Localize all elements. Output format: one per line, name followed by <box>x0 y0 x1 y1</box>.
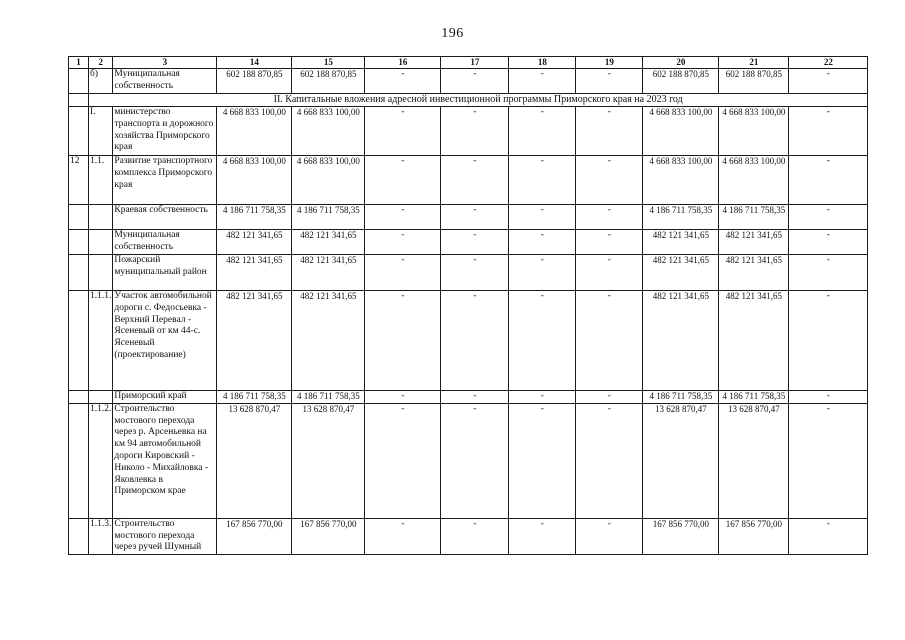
table-row <box>69 156 868 205</box>
empty-value-cell: - <box>441 403 509 518</box>
column-header: 3 <box>113 57 217 69</box>
amount-cell: 602 188 870,85 <box>217 69 292 94</box>
table-row <box>69 518 868 554</box>
amount-cell: 4 186 711 758,35 <box>643 205 719 230</box>
empty-value-cell: - <box>576 205 643 230</box>
empty-value-cell: - <box>576 69 643 94</box>
row-number-cell <box>69 391 89 404</box>
empty-value-cell: - <box>365 205 441 230</box>
table-row <box>69 107 868 156</box>
empty-value-cell: - <box>441 69 509 94</box>
empty-value-cell: - <box>576 107 643 156</box>
amount-cell: 482 121 341,65 <box>719 255 789 291</box>
amount-cell: 482 121 341,65 <box>217 255 292 291</box>
empty-value-cell: - <box>441 156 509 205</box>
section-spacer-cell <box>69 94 89 107</box>
row-number-cell: 1.1. <box>89 156 113 205</box>
table-row <box>69 403 868 518</box>
column-header: 2 <box>89 57 113 69</box>
row-name-cell: Муниципальная собственность <box>113 69 217 94</box>
row-number-cell <box>89 230 113 255</box>
amount-cell: 4 668 833 100,00 <box>292 156 365 205</box>
empty-value-cell: - <box>509 391 576 404</box>
column-header-row <box>69 57 868 69</box>
row-number-cell <box>69 518 89 554</box>
empty-value-cell: - <box>789 205 868 230</box>
row-name-cell: Приморский край <box>113 391 217 404</box>
row-number-cell <box>89 205 113 230</box>
amount-cell: 13 628 870,47 <box>643 403 719 518</box>
amount-cell: 167 856 770,00 <box>643 518 719 554</box>
row-number-cell: 1.1.3. <box>89 518 113 554</box>
amount-cell: 602 188 870,85 <box>292 69 365 94</box>
empty-value-cell: - <box>789 69 868 94</box>
amount-cell: 4 186 711 758,35 <box>217 205 292 230</box>
amount-cell: 482 121 341,65 <box>643 291 719 391</box>
empty-value-cell: - <box>365 403 441 518</box>
table-row <box>69 230 868 255</box>
row-number-cell <box>69 205 89 230</box>
amount-cell: 13 628 870,47 <box>217 403 292 518</box>
amount-cell: 4 668 833 100,00 <box>292 107 365 156</box>
amount-cell: 167 856 770,00 <box>719 518 789 554</box>
row-number-cell <box>89 391 113 404</box>
amount-cell: 13 628 870,47 <box>719 403 789 518</box>
empty-value-cell: - <box>441 230 509 255</box>
amount-cell: 482 121 341,65 <box>643 255 719 291</box>
row-number-cell <box>69 69 89 94</box>
row-number-cell: 1.1.1. <box>89 291 113 391</box>
row-number-cell: б) <box>89 69 113 94</box>
section-header-row <box>69 94 868 107</box>
row-number-cell <box>69 403 89 518</box>
amount-cell: 4 668 833 100,00 <box>643 156 719 205</box>
amount-cell: 482 121 341,65 <box>217 291 292 391</box>
table-row <box>69 255 868 291</box>
amount-cell: 4 186 711 758,35 <box>719 205 789 230</box>
row-name-cell: Краевая собственность <box>113 205 217 230</box>
amount-cell: 4 668 833 100,00 <box>719 107 789 156</box>
empty-value-cell: - <box>789 291 868 391</box>
empty-value-cell: - <box>509 518 576 554</box>
empty-value-cell: - <box>441 391 509 404</box>
amount-cell: 482 121 341,65 <box>719 230 789 255</box>
column-header: 21 <box>719 57 789 69</box>
amount-cell: 167 856 770,00 <box>292 518 365 554</box>
page-number: 196 <box>441 26 464 41</box>
amount-cell: 4 186 711 758,35 <box>719 391 789 404</box>
column-header: 22 <box>789 57 868 69</box>
empty-value-cell: - <box>441 518 509 554</box>
empty-value-cell: - <box>509 69 576 94</box>
amount-cell: 482 121 341,65 <box>643 230 719 255</box>
empty-value-cell: - <box>441 205 509 230</box>
column-header: 17 <box>441 57 509 69</box>
row-number-cell <box>69 291 89 391</box>
column-header: 20 <box>643 57 719 69</box>
amount-cell: 482 121 341,65 <box>292 291 365 391</box>
empty-value-cell: - <box>789 518 868 554</box>
empty-value-cell: - <box>576 518 643 554</box>
amount-cell: 4 186 711 758,35 <box>292 205 365 230</box>
column-header: 16 <box>365 57 441 69</box>
empty-value-cell: - <box>789 391 868 404</box>
amount-cell: 482 121 341,65 <box>217 230 292 255</box>
empty-value-cell: - <box>576 156 643 205</box>
column-header: 14 <box>217 57 292 69</box>
amount-cell: 4 668 833 100,00 <box>719 156 789 205</box>
empty-value-cell: - <box>509 156 576 205</box>
column-header: 1 <box>69 57 89 69</box>
empty-value-cell: - <box>365 156 441 205</box>
row-name-cell: Участок автомобильной дороги с. Федосьевка - Верхний Перевал - Ясеневый от км 44-с. Ясеневый (проектирование) <box>113 291 217 391</box>
amount-cell: 602 188 870,85 <box>719 69 789 94</box>
amount-cell: 4 668 833 100,00 <box>217 156 292 205</box>
empty-value-cell: - <box>365 107 441 156</box>
column-header: 15 <box>292 57 365 69</box>
amount-cell: 4 186 711 758,35 <box>643 391 719 404</box>
amount-cell: 167 856 770,00 <box>217 518 292 554</box>
empty-value-cell: - <box>365 291 441 391</box>
row-name-cell: Развитие транспортного комплекса Приморского края <box>113 156 217 205</box>
empty-value-cell: - <box>789 403 868 518</box>
empty-value-cell: - <box>576 255 643 291</box>
row-name-cell: Строительство мостового перехода через ручей Шумный <box>113 518 217 554</box>
amount-cell: 482 121 341,65 <box>292 230 365 255</box>
row-number-cell: 1.1.2. <box>89 403 113 518</box>
amount-cell: 602 188 870,85 <box>643 69 719 94</box>
row-number-cell <box>69 107 89 156</box>
empty-value-cell: - <box>509 230 576 255</box>
row-name-cell: Пожарский муниципальный район <box>113 255 217 291</box>
empty-value-cell: - <box>789 156 868 205</box>
empty-value-cell: - <box>789 107 868 156</box>
table-row <box>69 69 868 94</box>
investment-table <box>68 56 868 555</box>
empty-value-cell: - <box>365 255 441 291</box>
empty-value-cell: - <box>365 518 441 554</box>
row-number-cell: I. <box>89 107 113 156</box>
empty-value-cell: - <box>576 291 643 391</box>
empty-value-cell: - <box>441 255 509 291</box>
section-title: II. Капитальные вложения адресной инвестиционной программы Приморского края на 2023 год <box>89 94 868 107</box>
empty-value-cell: - <box>441 291 509 391</box>
column-header: 18 <box>509 57 576 69</box>
table-row <box>69 291 868 391</box>
empty-value-cell: - <box>789 230 868 255</box>
amount-cell: 482 121 341,65 <box>292 255 365 291</box>
empty-value-cell: - <box>441 107 509 156</box>
empty-value-cell: - <box>509 403 576 518</box>
empty-value-cell: - <box>576 230 643 255</box>
empty-value-cell: - <box>365 230 441 255</box>
empty-value-cell: - <box>365 69 441 94</box>
table-row <box>69 205 868 230</box>
empty-value-cell: - <box>509 205 576 230</box>
amount-cell: 13 628 870,47 <box>292 403 365 518</box>
column-header: 19 <box>576 57 643 69</box>
empty-value-cell: - <box>509 107 576 156</box>
row-number-cell: 12 <box>69 156 89 205</box>
row-name-cell: министерство транспорта и дорожного хозяйства Приморского края <box>113 107 217 156</box>
empty-value-cell: - <box>576 391 643 404</box>
row-number-cell <box>69 255 89 291</box>
amount-cell: 4 186 711 758,35 <box>217 391 292 404</box>
amount-cell: 482 121 341,65 <box>719 291 789 391</box>
empty-value-cell: - <box>509 291 576 391</box>
amount-cell: 4 668 833 100,00 <box>217 107 292 156</box>
row-name-cell: Муниципальная собственность <box>113 230 217 255</box>
amount-cell: 4 186 711 758,35 <box>292 391 365 404</box>
empty-value-cell: - <box>789 255 868 291</box>
empty-value-cell: - <box>365 391 441 404</box>
table-row <box>69 391 868 404</box>
row-number-cell <box>89 255 113 291</box>
amount-cell: 4 668 833 100,00 <box>643 107 719 156</box>
row-name-cell: Строительство мостового перехода через р. Арсеньевка на км 94 автомобильной дороги Кировский - Николо - Михайловка - Яковлевка в Приморском крае <box>113 403 217 518</box>
row-number-cell <box>69 230 89 255</box>
empty-value-cell: - <box>509 255 576 291</box>
empty-value-cell: - <box>576 403 643 518</box>
